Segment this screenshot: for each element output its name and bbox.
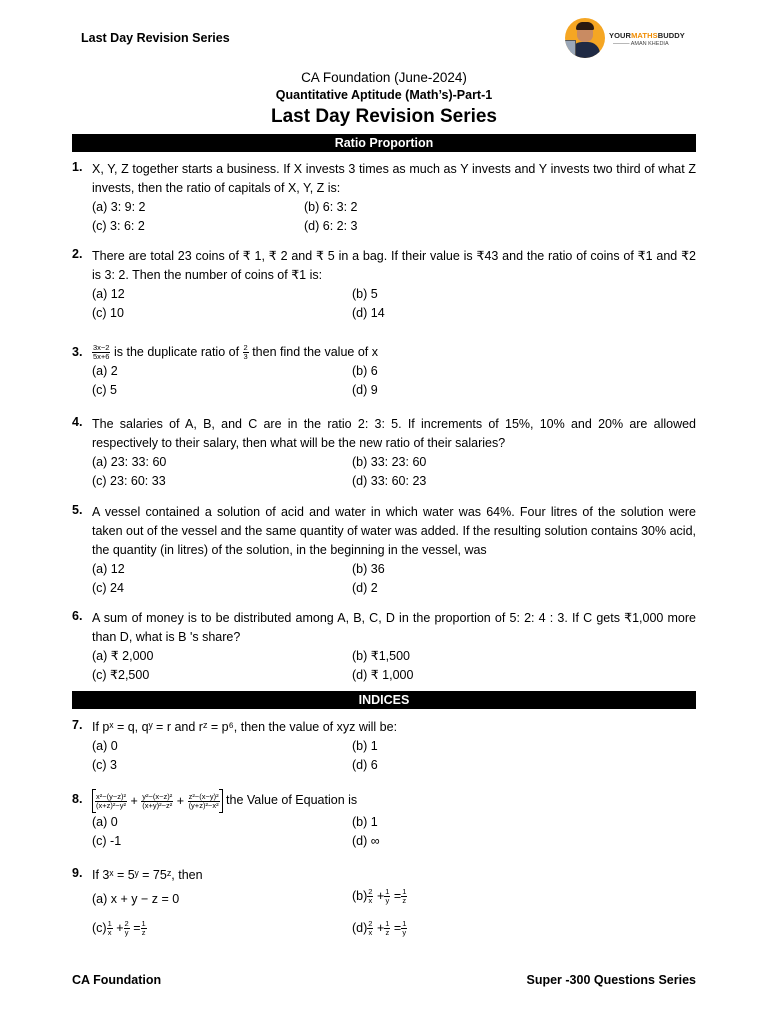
- option-a: (a) 0: [92, 739, 118, 753]
- question-1: 1. X, Y, Z together starts a business. If X invests 3 times as much as Y invests and Y invests two third of what Z invests, then the ratio of capitals of X, Y, Z is: (a) 3: 9: 2 (b) 6: 3: 2 (c) 3: 6: 2 (d) 6: 2: 3: [72, 160, 696, 236]
- bracket-expression: $\frac{\text{x²−(y−z)²}}{\text{(x+z)²−y²}}$ + $\frac{\text{y²−(x−z)²}}{\text{(x+y)²−z²}}$ + $\frac{\text{z²−(x−y)²}}{\text{(y+z)²−x²}}$: [92, 789, 223, 813]
- option-b: (b) 1: [352, 739, 378, 753]
- option-d: (d) 6: 2: 3: [304, 219, 358, 233]
- question-stem: If 3ˣ = 5ʸ = 75ᶻ, then: [92, 868, 203, 882]
- option-c: (c) 24: [92, 581, 124, 595]
- fraction: $\frac{2}{3}$: [243, 343, 248, 362]
- option-c: (c) $\frac{1}{x}$ + $\frac{2}{y}$ = $\frac{1}{z}$: [92, 919, 146, 938]
- option-b: (b) ₹1,500: [352, 649, 410, 663]
- question-8: 8. $\frac{\text{x²−(y−z)²}}{\text{(x+z)²−y²}}$ + $\frac{\text{y²−(x−z)²}}{\text{(x+y)²−z²}}$ + $\frac{\text{z²−(x−y)²}}{\text{(y+z)²−x²}}$ the Value of Equation is (a) 0 (b) 1 (c) -1 (d) ∞: [72, 788, 696, 851]
- question-2: 2. There are total 23 coins of ₹ 1, ₹ 2 and ₹ 5 in a bag. If their value is ₹43 and the ratio of coins of ₹1 and ₹2 is 3: 2. Then the number of coins of ₹1 is: (a) 12 (b) 5 (c) 10 (d) 14: [72, 247, 696, 323]
- option-a: (a) 12: [92, 562, 125, 576]
- question-stem: There are total 23 coins of ₹ 1, ₹ 2 and ₹ 5 in a bag. If their value is ₹43 and the ratio of coins of ₹1 and ₹2 is 3: 2. Then the number of coins of ₹1 is:: [92, 249, 696, 282]
- option-d: (d) 6: [352, 758, 378, 772]
- option-c: (c) ₹2,500: [92, 668, 150, 682]
- question-stem: The salaries of A, B, and C are in the ratio 2: 3: 5. If increments of 15%, 10% and 20% are allowed respectively to their salary, then what will be the new ratio of their salaries?: [92, 417, 696, 450]
- option-a: (a) ₹ 2,000: [92, 649, 154, 663]
- option-a: (a) 12: [92, 287, 125, 301]
- question-7: 7. If pˣ = q, qʸ = r and rᶻ = p⁶, then the value of xyz will be: (a) 0 (b) 1 (c) 3 (d) 6: [72, 718, 696, 775]
- option-c: (c) 23: 60: 33: [92, 474, 166, 488]
- option-a: (a) 3: 9: 2: [92, 200, 146, 214]
- option-c: (c) 5: [92, 383, 117, 397]
- option-d: (d) 2: [352, 581, 378, 595]
- option-a: (a) 23: 33: 60: [92, 455, 167, 469]
- calculator-icon: [565, 40, 576, 56]
- section-header-indices: INDICES: [72, 691, 696, 709]
- question-stem: A sum of money is to be distributed among A, B, C, D in the proportion of 5: 2: 4 : 3. If C gets ₹1,000 more than D, what is B 's share?: [92, 611, 696, 644]
- option-d: (d) $\frac{2}{x}$ + $\frac{1}{z}$ = $\frac{1}{y}$: [352, 919, 407, 938]
- option-d: (d) 9: [352, 383, 378, 397]
- exam-title: CA Foundation (June-2024): [301, 70, 467, 85]
- brand-logo: [565, 18, 695, 64]
- option-b: (b) 6: 3: 2: [304, 200, 358, 214]
- question-3: 3. $\frac{3x-2}{5x+6}$ is the duplicate ratio of $\frac{2}{3}$ then find the value of x (a) 2 (b) 6 (c) 5 (d) 9: [72, 343, 696, 400]
- avatar: [565, 18, 605, 58]
- series-title: Last Day Revision Series: [271, 106, 497, 127]
- question-stem: If pˣ = q, qʸ = r and rᶻ = p⁶, then the value of xyz will be:: [92, 720, 398, 734]
- brand-author: ——— AMAN KHEDIA: [613, 41, 669, 47]
- question-stem: $\frac{\text{x²−(y−z)²}}{\text{(x+z)²−y²}}$ + $\frac{\text{y²−(x−z)²}}{\text{(x+y)²−z²}}$ + $\frac{\text{z²−(x−y)²}}{\text{(y+z)²−x²}}$ the Value of Equation is: [92, 788, 696, 813]
- option-b: (b) 1: [352, 814, 378, 829]
- option-d: (d) 14: [352, 306, 385, 320]
- header-series-label: Last Day Revision Series: [81, 31, 230, 45]
- option-a: (a) x + y − z = 0: [92, 892, 180, 906]
- option-b: (b) 33: 23: 60: [352, 455, 427, 469]
- option-c: (c) -1: [92, 833, 122, 848]
- question-6: 6. A sum of money is to be distributed among A, B, C, D in the proportion of 5: 2: 4 : 3. If C gets ₹1,000 more than D, what is B 's share? (a) ₹ 2,000 (b) ₹1,500 (c) ₹2,500 (d) ₹ 1,000: [72, 609, 696, 685]
- footer-right: Super -300 Questions Series: [526, 973, 696, 987]
- section-header-ratio: Ratio Proportion: [72, 134, 696, 152]
- question-4: 4. The salaries of A, B, and C are in the ratio 2: 3: 5. If increments of 15%, 10% and 20% are allowed respectively to their salary, then what will be the new ratio of their salaries? (a) 23: 33: 60 (b) 33: 23: 60 (c) 23: 60: 33 (d) 33: 60: 23: [72, 415, 696, 491]
- option-c: (c) 10: [92, 306, 124, 320]
- question-stem: $\frac{3x-2}{5x+6}$ is the duplicate ratio of $\frac{2}{3}$ then find the value of x: [93, 343, 378, 362]
- option-c: (c) 3: [92, 758, 117, 772]
- option-a: (a) 0: [92, 814, 118, 829]
- question-5: 5. A vessel contained a solution of acid and water in which water was 64%. Four litres of the solution were taken out of the vessel and the same quantity of water was added. If the resulting solution contains 30% acid, the quantity (in litres) of the solution, in the beginning in the vessel, was (a) 12 (b) 36 (c) 24 (d) 2: [72, 503, 696, 598]
- option-b: (b) 6: [352, 364, 378, 378]
- brand-name: YOURMATHSBUDDY: [609, 31, 685, 40]
- footer-left: CA Foundation: [72, 973, 162, 987]
- question-stem: A vessel contained a solution of acid and water in which water was 64%. Four litres of the solution were taken out of the vessel and the same quantity of water was added. If the resulting solution contains 30% acid, the quantity (in litres) of the solution, in the beginning in the vessel, was: [92, 505, 696, 557]
- fraction: $\frac{3x-2}{5x+6}$: [93, 343, 110, 362]
- option-b: (b) 36: [352, 562, 385, 576]
- question-stem: X, Y, Z together starts a business. If X invests 3 times as much as Y invests and Y invests two third of what Z invests, then the ratio of capitals of X, Y, Z is:: [92, 162, 696, 195]
- question-9: 9. If 3ˣ = 5ʸ = 75ᶻ, then (a) x + y − z = 0 (b) $\frac{2}{x}$ + $\frac{1}{y}$ = $\frac{1}{z}$ (c) $\frac{1}{x}$ + $\frac{2}{y}$ = $\frac{1}{z}$ (d) $\frac{2}{x}$ + $\frac{1}{z}$ = $\frac{1}{y}$: [72, 866, 696, 955]
- option-b: (b) 5: [352, 287, 378, 301]
- option-c: (c) 3: 6: 2: [92, 219, 145, 233]
- subject-title: Quantitative Aptitude (Math’s)-Part-1: [275, 88, 493, 102]
- option-a: (a) 2: [92, 364, 118, 378]
- option-d: (d) ∞: [352, 833, 380, 848]
- option-d: (d) ₹ 1,000: [352, 668, 414, 682]
- option-d: (d) 33: 60: 23: [352, 474, 427, 488]
- option-b: (b) $\frac{2}{x}$ + $\frac{1}{y}$ = $\frac{1}{z}$: [352, 887, 407, 906]
